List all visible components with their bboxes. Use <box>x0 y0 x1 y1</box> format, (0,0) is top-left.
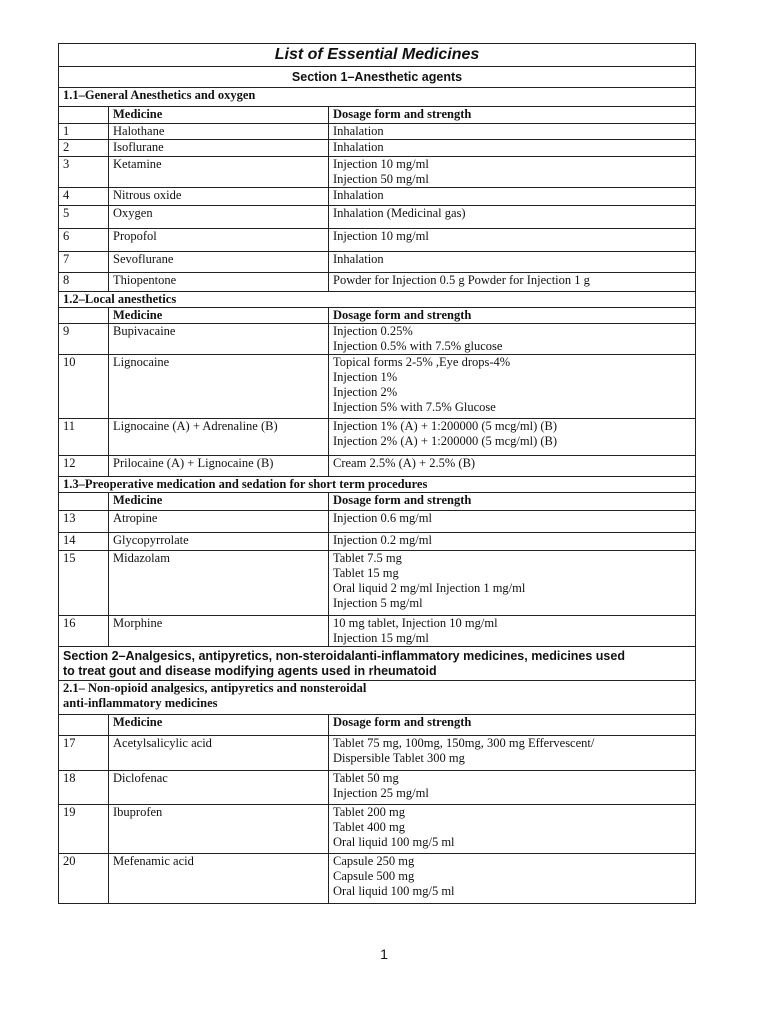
dosage-cell <box>329 355 696 419</box>
subsection-heading <box>59 681 696 715</box>
column-header-medicine: Medicine <box>109 493 329 511</box>
section-1-heading: Section 1–Anesthetic agents <box>59 67 696 88</box>
medicine-name: Thiopentone <box>109 273 329 292</box>
column-header-dosage: Dosage form and strength <box>329 715 696 736</box>
medicine-name: Atropine <box>109 511 329 533</box>
dosage-cell <box>329 157 696 188</box>
dosage-line: Injection 10 mg/ml <box>333 229 429 243</box>
dosage-line: Oral liquid 100 mg/5 ml <box>333 835 455 849</box>
row-number: 19 <box>59 805 109 854</box>
dosage-line: Injection 1% <box>333 370 398 384</box>
subsection-heading: 1.1–General Anesthetics and oxygen <box>59 88 696 107</box>
title-row <box>59 44 696 67</box>
dosage-line: Oral liquid 2 mg/ml Injection 1 mg/ml <box>333 581 526 595</box>
dosage-cell <box>329 533 696 551</box>
subsection-heading: 1.2–Local anesthetics <box>59 292 696 308</box>
row-number: 18 <box>59 771 109 805</box>
dosage-cell <box>329 124 696 140</box>
dosage-line: Injection 10 mg/ml <box>333 157 429 171</box>
dosage-line: 10 mg tablet, Injection 10 mg/ml <box>333 616 498 630</box>
column-header-no <box>59 715 109 736</box>
dosage-cell <box>329 324 696 355</box>
dosage-line: Tablet 7.5 mg <box>333 551 402 565</box>
dosage-cell <box>329 736 696 771</box>
dosage-line: Injection 5% with 7.5% Glucose <box>333 400 496 414</box>
dosage-line: Injection 50 mg/ml <box>333 172 429 186</box>
row-number: 10 <box>59 355 109 419</box>
row-number: 12 <box>59 456 109 477</box>
medicine-name: Glycopyrrolate <box>109 533 329 551</box>
medicine-name: Lignocaine (A) + Adrenaline (B) <box>109 419 329 456</box>
section-2-heading-row <box>59 647 696 681</box>
dosage-line: Injection 25 mg/ml <box>333 786 429 800</box>
dosage-cell <box>329 140 696 157</box>
table-row <box>59 419 696 456</box>
medicines-document <box>58 43 695 904</box>
dosage-line: Injection 0.6 mg/ml <box>333 511 432 525</box>
dosage-line: Injection 0.5% with 7.5% glucose <box>333 339 503 353</box>
column-header-medicine: Medicine <box>109 308 329 324</box>
dosage-cell <box>329 273 696 292</box>
dosage-line: Tablet 15 mg <box>333 566 399 580</box>
row-number: 15 <box>59 551 109 616</box>
row-number: 6 <box>59 229 109 252</box>
page-number: 1 <box>380 946 388 962</box>
table-row <box>59 511 696 533</box>
medicine-name: Ketamine <box>109 157 329 188</box>
medicine-name: Isoflurane <box>109 140 329 157</box>
section-2-heading-line: Section 2–Analgesics, antipyretics, non-steroidalanti-inflammatory medicines, medicines used <box>63 649 625 663</box>
column-header-row <box>59 715 696 736</box>
medicine-name: Morphine <box>109 616 329 647</box>
column-header-row <box>59 308 696 324</box>
dosage-cell <box>329 206 696 229</box>
column-header-dosage: Dosage form and strength <box>329 308 696 324</box>
subsection-heading-row <box>59 292 696 308</box>
row-number: 17 <box>59 736 109 771</box>
medicine-name: Mefenamic acid <box>109 854 329 904</box>
subsection-heading-row <box>59 681 696 715</box>
medicine-name: Lignocaine <box>109 355 329 419</box>
section-1-heading-row <box>59 67 696 88</box>
table-row <box>59 854 696 904</box>
dosage-cell <box>329 188 696 206</box>
column-header-dosage: Dosage form and strength <box>329 107 696 124</box>
row-number: 3 <box>59 157 109 188</box>
dosage-line: Injection 5 mg/ml <box>333 596 423 610</box>
row-number: 16 <box>59 616 109 647</box>
table-row <box>59 252 696 273</box>
table-row <box>59 355 696 419</box>
medicine-name: Halothane <box>109 124 329 140</box>
row-number: 14 <box>59 533 109 551</box>
row-number: 8 <box>59 273 109 292</box>
subsection-heading-row <box>59 477 696 493</box>
medicine-name: Sevoflurane <box>109 252 329 273</box>
table-row <box>59 124 696 140</box>
dosage-cell <box>329 456 696 477</box>
table-row <box>59 273 696 292</box>
column-header-medicine: Medicine <box>109 715 329 736</box>
dosage-line: Cream 2.5% (A) + 2.5% (B) <box>333 456 476 470</box>
row-number: 2 <box>59 140 109 157</box>
dosage-line: Topical forms 2-5% ,Eye drops-4% <box>333 355 511 369</box>
medicine-name: Nitrous oxide <box>109 188 329 206</box>
medicine-name: Oxygen <box>109 206 329 229</box>
dosage-line: Capsule 500 mg <box>333 869 415 883</box>
row-number: 1 <box>59 124 109 140</box>
dosage-cell <box>329 419 696 456</box>
medicine-name: Propofol <box>109 229 329 252</box>
dosage-line: Powder for Injection 0.5 g Powder for Injection 1 g <box>333 273 590 287</box>
row-number: 20 <box>59 854 109 904</box>
dosage-line: Tablet 400 mg <box>333 820 406 834</box>
medicine-name: Bupivacaine <box>109 324 329 355</box>
table-row <box>59 324 696 355</box>
dosage-cell <box>329 805 696 854</box>
dosage-line: Injection 1% (A) + 1:200000 (5 mcg/ml) (B) <box>333 419 558 433</box>
table-row <box>59 229 696 252</box>
dosage-line: Injection 15 mg/ml <box>333 631 429 645</box>
medicine-name: Midazolam <box>109 551 329 616</box>
dosage-cell <box>329 511 696 533</box>
medicine-name: Acetylsalicylic acid <box>109 736 329 771</box>
column-header-no <box>59 308 109 324</box>
dosage-line: Injection 2% (A) + 1:200000 (5 mcg/ml) (B) <box>333 434 558 448</box>
column-header-row <box>59 493 696 511</box>
medicine-name: Diclofenac <box>109 771 329 805</box>
dosage-cell <box>329 229 696 252</box>
table-row <box>59 188 696 206</box>
dosage-line: Injection 0.2 mg/ml <box>333 533 432 547</box>
dosage-line: Inhalation <box>333 252 384 266</box>
dosage-line: Tablet 75 mg, 100mg, 150mg, 300 mg Effervescent/ <box>333 736 595 750</box>
column-header-no <box>59 493 109 511</box>
row-number: 9 <box>59 324 109 355</box>
dosage-cell <box>329 252 696 273</box>
dosage-line: Inhalation <box>333 140 384 154</box>
row-number: 13 <box>59 511 109 533</box>
column-header-dosage: Dosage form and strength <box>329 493 696 511</box>
row-number: 4 <box>59 188 109 206</box>
table-row <box>59 157 696 188</box>
table-row <box>59 551 696 616</box>
table-row <box>59 736 696 771</box>
medicine-name: Ibuprofen <box>109 805 329 854</box>
table-row <box>59 206 696 229</box>
column-header-medicine: Medicine <box>109 107 329 124</box>
table-row <box>59 805 696 854</box>
dosage-line: Tablet 200 mg <box>333 805 406 819</box>
dosage-cell <box>329 771 696 805</box>
row-number: 5 <box>59 206 109 229</box>
dosage-line: Injection 0.25% <box>333 324 413 338</box>
dosage-line: Inhalation <box>333 188 384 202</box>
section-2-heading-line: to treat gout and disease modifying agents used in rheumatoid <box>63 664 437 678</box>
row-number: 11 <box>59 419 109 456</box>
dosage-line: Dispersible Tablet 300 mg <box>333 751 465 765</box>
medicine-name: Prilocaine (A) + Lignocaine (B) <box>109 456 329 477</box>
dosage-cell <box>329 551 696 616</box>
table-row <box>59 771 696 805</box>
subsection-heading: 1.3–Preoperative medication and sedation for short term procedures <box>59 477 696 493</box>
medicines-table <box>58 43 696 904</box>
dosage-line: Tablet 50 mg <box>333 771 399 785</box>
dosage-line: Inhalation <box>333 124 384 138</box>
column-header-no <box>59 107 109 124</box>
dosage-cell <box>329 616 696 647</box>
table-row <box>59 533 696 551</box>
dosage-line: Inhalation (Medicinal gas) <box>333 206 466 220</box>
dosage-line: Injection 2% <box>333 385 398 399</box>
column-header-row <box>59 107 696 124</box>
subsection-heading-line: anti-inflammatory medicines <box>63 696 218 710</box>
table-row <box>59 456 696 477</box>
document-title: List of Essential Medicines <box>59 44 696 67</box>
dosage-line: Oral liquid 100 mg/5 ml <box>333 884 455 898</box>
section-2-heading <box>59 647 696 681</box>
table-row <box>59 616 696 647</box>
dosage-cell <box>329 854 696 904</box>
subsection-heading-line: 2.1– Non-opioid analgesics, antipyretics and nonsteroidal <box>63 681 367 695</box>
subsection-heading-row <box>59 88 696 107</box>
dosage-line: Capsule 250 mg <box>333 854 415 868</box>
row-number: 7 <box>59 252 109 273</box>
table-row <box>59 140 696 157</box>
